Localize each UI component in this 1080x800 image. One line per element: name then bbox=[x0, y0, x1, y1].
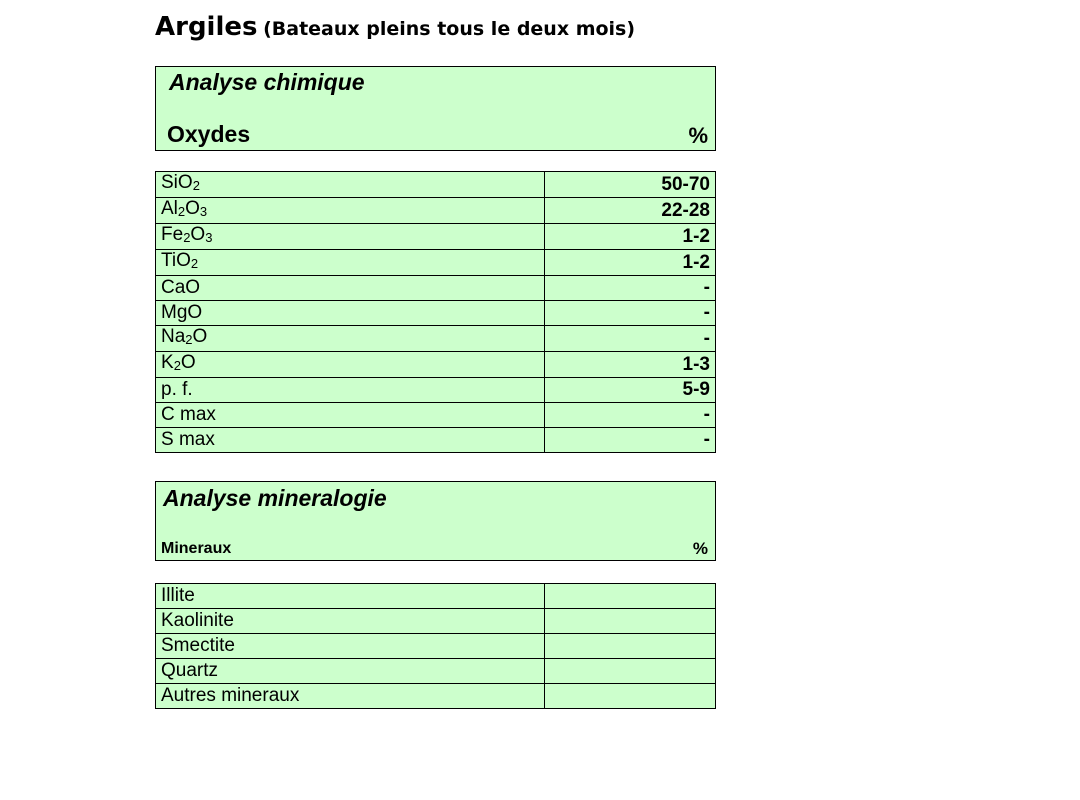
mineral-row-label: Quartz bbox=[156, 659, 545, 684]
chemical-analysis-header bbox=[155, 66, 716, 151]
oxide-row-label: $Na_2O$ bbox=[156, 326, 545, 352]
mineral-row-label: Illite bbox=[156, 584, 545, 609]
mineral-row bbox=[156, 609, 716, 634]
mineral-row-value bbox=[545, 584, 716, 609]
chemical-analysis-table bbox=[155, 171, 716, 453]
oxide-row-value: 50-70 bbox=[545, 172, 716, 198]
oxide-row-value: 1-2 bbox=[545, 224, 716, 250]
oxide-row-label: CaO bbox=[156, 276, 545, 301]
oxide-row-value: 1-2 bbox=[545, 250, 716, 276]
oxide-row-value: - bbox=[545, 326, 716, 352]
oxide-row-value: - bbox=[545, 428, 716, 453]
oxide-row bbox=[156, 326, 716, 352]
oxide-row bbox=[156, 403, 716, 428]
mineral-row-value bbox=[545, 634, 716, 659]
oxide-row-label: TiO$_2$ bbox=[156, 250, 545, 276]
oxide-row-label: MgO bbox=[156, 301, 545, 326]
oxide-row-label: C max bbox=[156, 403, 545, 428]
mineral-row-value bbox=[545, 609, 716, 634]
mineralogy-percent-label: % bbox=[692, 539, 708, 558]
mineralogy-analysis-heading: Analyse mineralogie bbox=[163, 485, 387, 511]
oxide-row-value: 22-28 bbox=[545, 198, 716, 224]
mineral-row bbox=[156, 659, 716, 684]
document-title bbox=[155, 12, 635, 42]
mineralogy-analysis-table bbox=[155, 583, 716, 709]
oxide-row bbox=[156, 276, 716, 301]
mineralogy-analysis-header bbox=[155, 481, 716, 561]
title-subtitle: (Bateaux pleins tous le deux mois) bbox=[263, 18, 636, 40]
mineraux-column-label: Mineraux bbox=[161, 540, 232, 557]
oxide-row-label: $Fe_2O_3$ bbox=[156, 224, 545, 250]
mineral-row-value bbox=[545, 659, 716, 684]
oxydes-column-label: Oxydes bbox=[167, 121, 251, 147]
oxide-row bbox=[156, 172, 716, 198]
oxide-row bbox=[156, 198, 716, 224]
oxide-row-value: 5-9 bbox=[545, 378, 716, 403]
oxide-row-value: - bbox=[545, 276, 716, 301]
oxide-row-value: 1-3 bbox=[545, 352, 716, 378]
oxide-row bbox=[156, 250, 716, 276]
mineral-row-label: Smectite bbox=[156, 634, 545, 659]
oxide-row bbox=[156, 352, 716, 378]
oxide-row-label: $Al_2O_3$ bbox=[156, 198, 545, 224]
oxide-row-value: - bbox=[545, 301, 716, 326]
chemical-analysis-heading: Analyse chimique bbox=[169, 69, 365, 95]
mineral-row-label: Kaolinite bbox=[156, 609, 545, 634]
oxide-row-label: SiO$_2$ bbox=[156, 172, 545, 198]
mineral-row-value bbox=[545, 684, 716, 709]
oxide-row-label: S max bbox=[156, 428, 545, 453]
oxide-row bbox=[156, 301, 716, 326]
oxide-row bbox=[156, 224, 716, 250]
title-main: Argiles bbox=[155, 12, 258, 42]
oxide-row-label: p. f. bbox=[156, 378, 545, 403]
mineral-row bbox=[156, 684, 716, 709]
oxide-row-label: $K_2O$ bbox=[156, 352, 545, 378]
oxide-row bbox=[156, 378, 716, 403]
mineral-row bbox=[156, 584, 716, 609]
mineral-row bbox=[156, 634, 716, 659]
oxide-row bbox=[156, 428, 716, 453]
chemical-percent-label: % bbox=[688, 123, 708, 148]
mineral-row-label: Autres mineraux bbox=[156, 684, 545, 709]
oxide-row-value: - bbox=[545, 403, 716, 428]
